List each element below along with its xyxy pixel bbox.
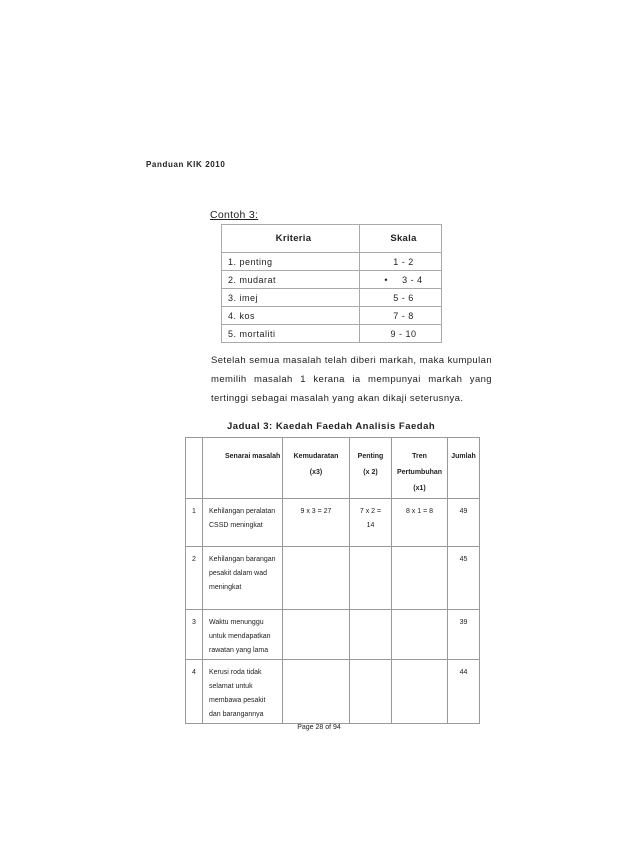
- table-row: [222, 307, 442, 325]
- page-number: Page 28 of 94: [297, 724, 341, 731]
- problem-line: membawa pesakit: [209, 697, 266, 704]
- scale-cell: [360, 253, 442, 271]
- problem-cell: [203, 660, 283, 724]
- criteria-scale-table: [221, 224, 442, 343]
- harm-cell: [283, 547, 350, 610]
- problem-cell: [203, 547, 283, 610]
- table-row: [186, 499, 480, 547]
- trend-cell: [392, 610, 448, 660]
- row-number: 4: [186, 660, 203, 724]
- table-row: [186, 547, 480, 610]
- trend-cell: [392, 660, 448, 724]
- problem-line: pesakit dalam wad: [209, 570, 267, 577]
- importance-header-label: Penting: [357, 453, 384, 460]
- table-row: [186, 660, 480, 724]
- scale-value: 9 - 10: [390, 328, 417, 339]
- problem-line: Kehilangan barangan: [209, 556, 276, 563]
- row-number: 1: [186, 499, 203, 547]
- importance-cell: [350, 660, 392, 724]
- importance-line: 7 x 2 =: [359, 508, 382, 515]
- importance-header-multiplier: (x 2): [363, 469, 378, 476]
- scale-cell: [360, 289, 442, 307]
- problem-line: Kerusi roda tidak: [209, 669, 262, 676]
- analysis-table: [185, 437, 480, 724]
- harm-header-multiplier: (x3): [309, 469, 323, 476]
- criteria-cell: 5. mortaliti: [222, 325, 360, 343]
- table-row: [222, 289, 442, 307]
- row-number: 3: [186, 610, 203, 660]
- criteria-cell: 1. penting: [222, 253, 360, 271]
- harm-header: [283, 438, 350, 499]
- criteria-header: Kriteria: [222, 225, 360, 253]
- criteria-cell: 4. kos: [222, 307, 360, 325]
- scale-cell: [360, 325, 442, 343]
- importance-cell: [350, 610, 392, 660]
- problem-cell: [203, 499, 283, 547]
- table-header-row: [186, 438, 480, 499]
- table-row: [222, 271, 442, 289]
- importance-cell: [350, 547, 392, 610]
- scale-value: 7 - 8: [393, 310, 414, 321]
- table-row: [222, 325, 442, 343]
- trend-cell: 8 x 1 = 8: [392, 499, 448, 547]
- harm-cell: [283, 610, 350, 660]
- problem-cell: [203, 610, 283, 660]
- total-cell: 44: [448, 660, 480, 724]
- trend-header-label: Tren: [412, 453, 427, 460]
- criteria-cell: 3. imej: [222, 289, 360, 307]
- number-header: [186, 438, 203, 499]
- problem-line: selamat untuk: [209, 683, 253, 690]
- total-cell: 39: [448, 610, 480, 660]
- row-number: 2: [186, 547, 203, 610]
- importance-cell: [350, 499, 392, 547]
- page-header: Panduan KIK 2010: [146, 160, 226, 169]
- example-title: Contoh 3:: [210, 209, 259, 221]
- problem-line: CSSD meningkat: [209, 522, 263, 529]
- table-caption: Jadual 3: Kaedah Faedah Analisis Faedah: [227, 421, 436, 432]
- scale-cell: [360, 307, 442, 325]
- trend-cell: [392, 547, 448, 610]
- trend-header-multiplier: (x1): [413, 485, 426, 492]
- problem-line: Kehilangan peralatan: [209, 508, 276, 515]
- scale-value: 5 - 6: [393, 292, 414, 303]
- criteria-cell: 2. mudarat: [222, 271, 360, 289]
- scale-cell: [360, 271, 442, 289]
- harm-header-label: Kemudaratan: [293, 453, 339, 460]
- importance-header: [350, 438, 392, 499]
- problem-line: dan barangannya: [209, 711, 264, 718]
- table-row: [222, 253, 442, 271]
- scale-value: 1 - 2: [393, 256, 414, 267]
- problem-list-header: Senarai masalah: [203, 438, 283, 499]
- harm-cell: 9 x 3 = 27: [283, 499, 350, 547]
- importance-line: 14: [366, 522, 375, 529]
- problem-line: meningkat: [209, 584, 242, 591]
- total-header: Jumlah: [448, 438, 480, 499]
- scale-header: Skala: [360, 225, 442, 253]
- problem-line: rawatan yang lama: [209, 647, 269, 654]
- problem-line: untuk mendapatkan: [209, 633, 271, 640]
- problem-line: Waktu menunggu: [209, 619, 264, 626]
- bullet-icon: •: [384, 274, 389, 285]
- total-cell: 45: [448, 547, 480, 610]
- table-row: [186, 610, 480, 660]
- growth-header-label: Pertumbuhan: [396, 469, 443, 476]
- growth-trend-header: [392, 438, 448, 499]
- scale-value: 3 - 4: [402, 274, 423, 285]
- total-cell: 49: [448, 499, 480, 547]
- harm-cell: [283, 660, 350, 724]
- body-paragraph: Setelah semua masalah telah diberi markah, maka kumpulan memilih masalah 1 kerana ia mempunyai markah yang tertinggi sebagai masalah yang akan dikaji seterusnya.: [211, 355, 492, 404]
